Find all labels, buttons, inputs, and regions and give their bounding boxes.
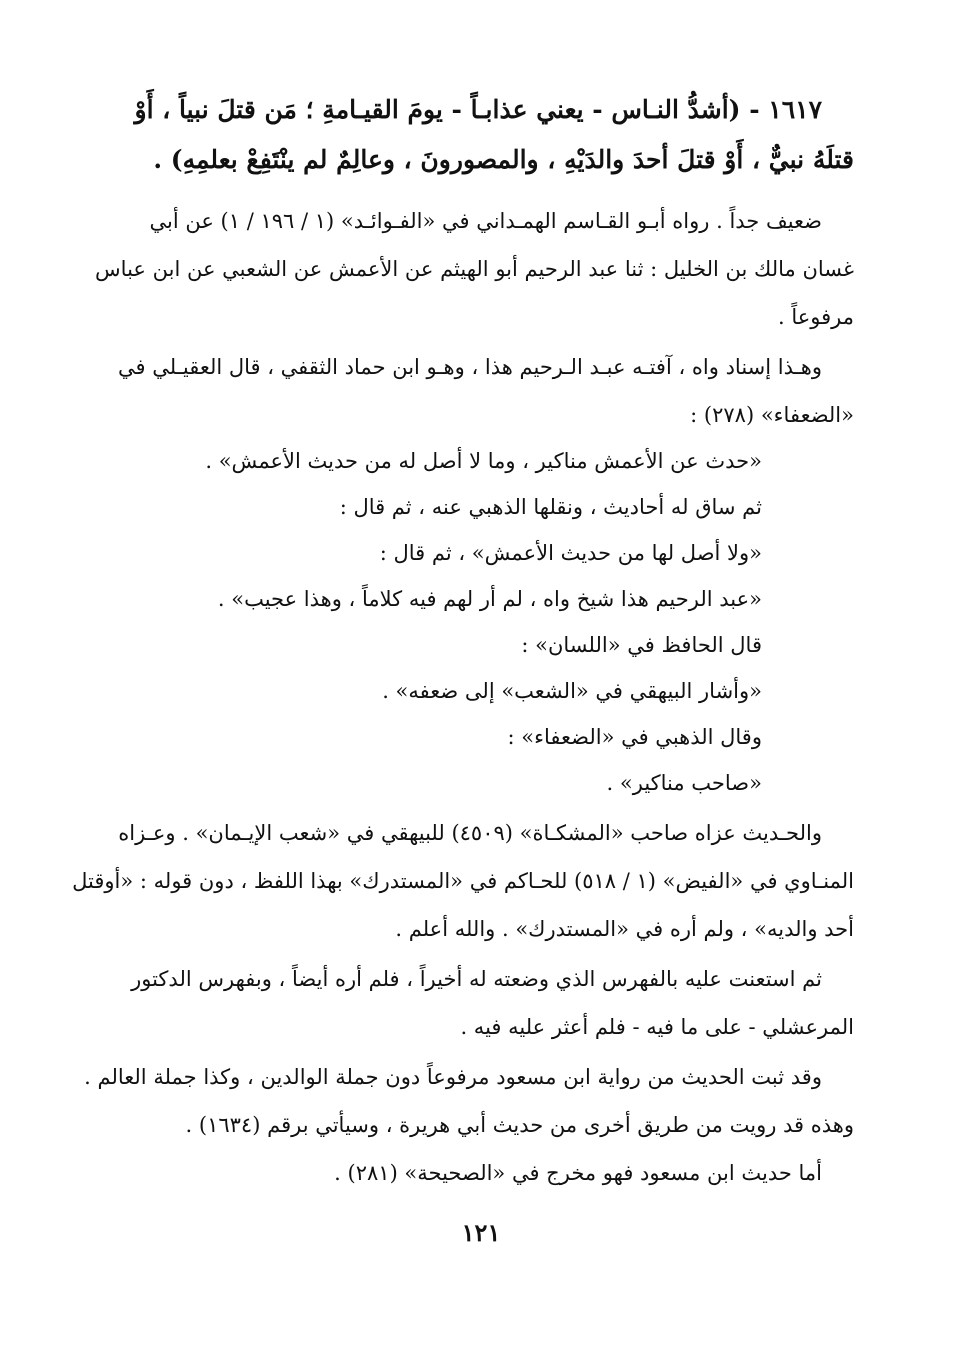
paragraph-5-line-1: وقد ثبت الحديث من رواية ابن مسعود مرفوعاً دون جملة الوالدين ، وكذا جملة العالم . bbox=[84, 1065, 822, 1089]
paragraph-1-line-2: غسان مالك بن الخليل : ثنا عبد الرحيم أبو الهيثم عن الأعمش عن الشعبي عن ابن عباس bbox=[95, 257, 854, 281]
page-number: ١٢١ bbox=[461, 1218, 501, 1247]
quote-5: قال الحافظ في «اللسان» : bbox=[521, 633, 762, 657]
quote-4: «عبد الرحيم هذا شيخ واه ، لم أر لهم فيه كلاماً ، وهذا عجيب» . bbox=[217, 587, 762, 611]
paragraph-5-line-2: وهذه قد رويت من طريق أخرى من حديث أبي هريرة ، وسيأتي برقم (١٦٣٤) . bbox=[185, 1113, 854, 1137]
quote-6: «وأشار البيهقي في «الشعب» إلى ضعفه» . bbox=[382, 679, 762, 703]
quote-8: «صاحب مناكير» . bbox=[606, 771, 762, 795]
quote-7: وقال الذهبي في «الضعفاء» : bbox=[507, 725, 762, 749]
paragraph-2-line-2: «الضعفاء» (٢٧٨) : bbox=[690, 403, 854, 427]
quote-1: «حدث عن الأعمش مناكير ، وما لا أصل له من حديث الأعمش» . bbox=[205, 449, 762, 473]
paragraph-1-line-3: مرفوعاً . bbox=[777, 305, 854, 329]
paragraph-3-line-3: أحد والديه» ، ولم أره في «المستدرك» . والله أعلم . bbox=[395, 917, 854, 941]
quote-3: «ولا أصل لها من حديث الأعمش» ، ثم قال : bbox=[379, 541, 762, 565]
paragraph-5-line-3: أما حديث ابن مسعود فهو مخرج في «الصحيحة» (٢٨١) . bbox=[334, 1161, 822, 1185]
paragraph-2-line-1: وهـذا إسناد واه ، آفتـه عبـد الـرحيم هذا ، وهـو ابن حماد الثقفي ، قال العقيـلي في bbox=[118, 355, 822, 379]
paragraph-1-line-1: ضعيف جداً . رواه أبـو القـاسم الهمـداني في «الفـوائـد» (١ / ١٩٦ / ١) عن أبي bbox=[149, 209, 822, 233]
paragraph-3-line-1: والحـديث عزاه صاحب «المشكـاة» (٤٥٠٩) للبيهقي في «شعب الإيـمان» . وعـزاه bbox=[118, 821, 822, 845]
hadith-heading-line-2: قتلَهُ نبيٌّ ، أَوْ قتلَ أحدَ والدَيْهِ ، والمصورونَ ، وعالِمٌ لم ينْتَفِعْ بعلمِهِ) . bbox=[153, 145, 854, 174]
hadith-heading-line-1: ١٦١٧ - (أشدُّ النـاس - يعني عذابـاً - يومَ القيـامةِ ؛ مَن قتلَ نبياً ، أَوْ bbox=[134, 95, 822, 124]
paragraph-4-line-2: المرعشلي - على ما فيه - فلم أعثر عليه فيه . bbox=[460, 1015, 854, 1039]
paragraph-4-line-1: ثم استعنت عليه بالفهرس الذي وضعته له أخيراً ، فلم أره أيضاً ، وبفهرس الدكتور bbox=[131, 967, 822, 991]
paragraph-3-line-2: المنـاوي في «الفيض» (١ / ٥١٨) للحـاكم في «المستدرك» بهذا اللفظ ، دون قوله : «أوقتل bbox=[72, 869, 854, 893]
quote-2: ثم ساق له أحاديث ، ونقلها الذهبي عنه ، ثم قال : bbox=[339, 495, 762, 519]
